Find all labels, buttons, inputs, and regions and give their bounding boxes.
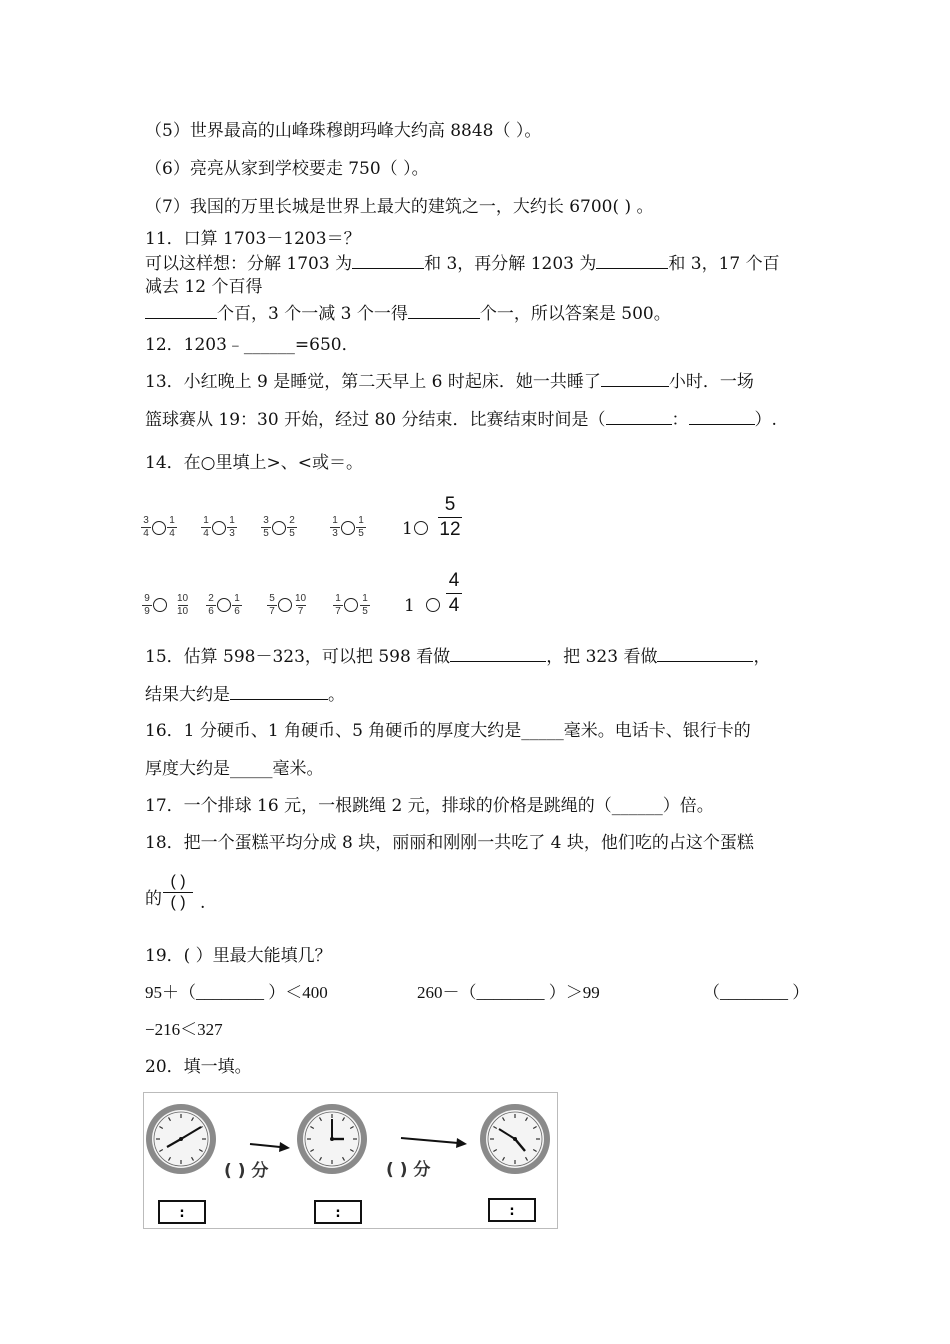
q18-suffix: . bbox=[200, 893, 206, 913]
answer-blank[interactable] bbox=[601, 371, 669, 387]
compare-circle[interactable] bbox=[341, 521, 355, 535]
clock-icon bbox=[297, 1104, 367, 1174]
q11-line2 bbox=[145, 253, 780, 274]
q11-title: 11．口算 1703－1203＝？ bbox=[145, 229, 361, 249]
q11-line2b: 和 3，再分解 1203 为 bbox=[424, 254, 597, 274]
answer-blank[interactable] bbox=[352, 253, 424, 269]
q11-line4 bbox=[145, 303, 671, 324]
fraction: 9 9 bbox=[142, 594, 152, 617]
fraction-numerator: ( ) bbox=[170, 873, 186, 890]
q11-line2a: 可以这样想：分解 1703 为 bbox=[145, 254, 353, 274]
q10-item6: （6）亮亮从家到学校要走 750（ ）。 bbox=[145, 159, 429, 179]
answer-blank[interactable] bbox=[606, 409, 672, 425]
q15-line2a: 结果大约是 bbox=[145, 685, 230, 705]
q14-title: 14．在○里填上>、<或＝。 bbox=[145, 453, 363, 473]
fraction: 1 5 bbox=[360, 594, 370, 617]
q10-item5: （5）世界最高的山峰珠穆朗玛峰大约高 8848（ ）。 bbox=[145, 121, 542, 141]
q11-line4b: 个一，所以答案是 500。 bbox=[479, 304, 671, 324]
q19-expr1: 95＋（________ ）＜400 bbox=[145, 983, 328, 1002]
fraction: 10 10 bbox=[177, 593, 189, 617]
fraction: 1 7 bbox=[333, 594, 343, 617]
clock-icon bbox=[146, 1104, 216, 1174]
arrow-icon bbox=[401, 1138, 467, 1148]
q16-line1: 16．1 分硬币、1 角硬币、5 角硬币的厚度大约是_____毫米。电话卡、银行卡的 bbox=[145, 721, 751, 741]
q19-title: 19．( ）里最大能填几？ bbox=[145, 946, 332, 966]
minutes-label-1: ( ) 分 bbox=[224, 1161, 269, 1181]
fraction: 1 4 bbox=[167, 516, 177, 539]
q18-prefix: 的 bbox=[145, 889, 162, 909]
fraction: 5 7 bbox=[267, 594, 277, 617]
fraction: 2 6 bbox=[206, 594, 216, 617]
answer-blank[interactable] bbox=[230, 684, 328, 700]
q19-expr3: （________ ） bbox=[703, 983, 810, 1002]
compare-circle[interactable] bbox=[414, 521, 428, 535]
compare-circle[interactable] bbox=[278, 598, 292, 612]
q13-line2a: 篮球赛从 19：30 开始，经过 80 分结束．比赛结束时间是（ bbox=[145, 410, 606, 430]
time-box[interactable] bbox=[315, 1201, 361, 1223]
q13-line1a: 13．小红晚上 9 是睡觉，第二天早上 6 时起床．她一共睡了 bbox=[145, 372, 601, 392]
fraction: 10 7 bbox=[295, 593, 307, 617]
whole-number: 1 bbox=[404, 596, 415, 616]
q11-line2c: 和 3，17 个百 bbox=[668, 254, 780, 274]
q18-line1: 18．把一个蛋糕平均分成 8 块，丽丽和刚刚一共吃了 4 块，他们吃的占这个蛋糕 bbox=[145, 833, 754, 853]
compare-circle[interactable] bbox=[344, 598, 358, 612]
answer-blank[interactable] bbox=[408, 303, 480, 319]
whole-number: 1 bbox=[402, 519, 413, 539]
q19-expr4: −216＜327 bbox=[145, 1020, 223, 1039]
compare-circle[interactable] bbox=[272, 521, 286, 535]
clock-diagram bbox=[144, 1093, 557, 1228]
fraction: 1 5 bbox=[356, 516, 366, 539]
q15-line1b: ，把 323 看做 bbox=[546, 647, 658, 667]
q15-line1c: ， bbox=[753, 647, 771, 667]
time-box[interactable] bbox=[159, 1201, 205, 1223]
clock-figure bbox=[143, 1092, 558, 1229]
q11-line4a: 个百，3 个一减 3 个一得 bbox=[217, 304, 408, 324]
q13-line2 bbox=[145, 409, 777, 430]
clock-icon bbox=[480, 1104, 550, 1174]
q12-text: 12．1203﹣______=650． bbox=[145, 335, 359, 355]
answer-blank[interactable] bbox=[145, 303, 217, 319]
q15-line1 bbox=[145, 646, 770, 667]
minutes-label-2: ( ) 分 bbox=[386, 1160, 431, 1180]
compare-circle[interactable] bbox=[152, 521, 166, 535]
time-box[interactable] bbox=[489, 1199, 535, 1221]
q13-line1 bbox=[145, 371, 754, 392]
svg-text::: : bbox=[335, 1206, 341, 1221]
fraction: 1 6 bbox=[232, 594, 242, 617]
svg-text::: : bbox=[509, 1204, 515, 1219]
answer-blank[interactable] bbox=[596, 253, 668, 269]
compare-circle[interactable] bbox=[426, 598, 440, 612]
q10-item7: （7）我国的万里长城是世界上最大的建筑之一，大约长 6700( ) 。 bbox=[145, 197, 654, 217]
q13-line1b: 小时．一场 bbox=[668, 372, 754, 392]
arrow-icon bbox=[250, 1142, 290, 1152]
fraction: 3 4 bbox=[141, 516, 151, 539]
compare-circle[interactable] bbox=[153, 598, 167, 612]
fraction: 1 3 bbox=[227, 516, 237, 539]
answer-blank[interactable] bbox=[689, 409, 755, 425]
q16-line2: 厚度大约是_____毫米。 bbox=[145, 759, 324, 779]
answer-fraction[interactable] bbox=[163, 873, 193, 912]
fraction: 1 3 bbox=[330, 516, 340, 539]
answer-blank[interactable] bbox=[450, 646, 546, 662]
q13-line2b: ： bbox=[671, 410, 689, 430]
compare-circle[interactable] bbox=[212, 521, 226, 535]
q13-line2c: ）. bbox=[754, 410, 777, 430]
fraction: 3 5 bbox=[261, 516, 271, 539]
q19-expr2: 260－（________ ）＞99 bbox=[417, 983, 600, 1002]
fraction: 2 5 bbox=[287, 516, 297, 539]
q15-line1a: 15．估算 598－323，可以把 598 看做 bbox=[145, 647, 451, 667]
answer-blank[interactable] bbox=[657, 646, 753, 662]
svg-text::: : bbox=[179, 1206, 185, 1221]
fraction: 4 4 bbox=[446, 570, 462, 617]
fraction-denominator: ( ) bbox=[170, 894, 186, 911]
q15-line2 bbox=[145, 684, 345, 705]
q17-text: 17．一个排球 16 元，一根跳绳 2 元，排球的价格是跳绳的（______）倍。 bbox=[145, 796, 714, 816]
compare-circle[interactable] bbox=[217, 598, 231, 612]
q20-title: 20．填一填。 bbox=[145, 1057, 252, 1077]
q11-line3: 减去 12 个百得 bbox=[145, 277, 263, 297]
q15-line2b: 。 bbox=[328, 685, 345, 705]
fraction: 5 12 bbox=[439, 494, 461, 540]
fraction: 1 4 bbox=[201, 516, 211, 539]
